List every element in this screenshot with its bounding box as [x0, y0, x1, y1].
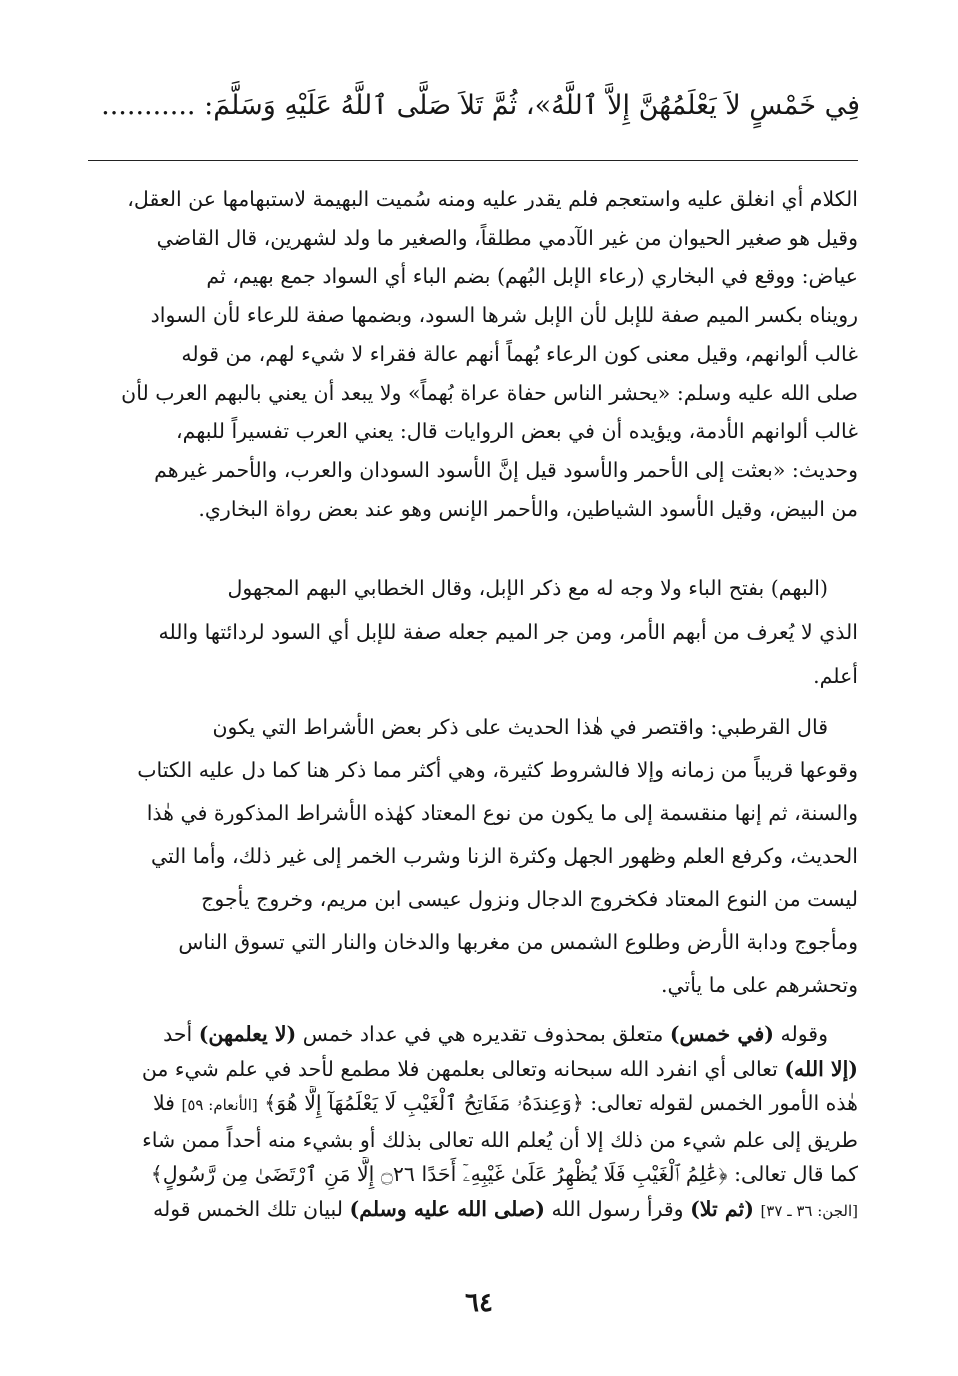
- hadith-header-line: فِي خَمْسٍ لاَ يَعْلَمُهُنَّ إِلاَّ ٱللَّهُ»، ثُمَّ تَلاَ صَلَّى ٱللَّهُ عَلَيْهِ وَسَلَّمَ: ...........: [101, 90, 860, 121]
- text-line: وحديث: «بعثت إلى الأحمر والأسود قيل إنَّ الأسود السودان والعرب، والأحمر غيرهم: [154, 457, 858, 482]
- text-line: الحديث، وكرفع العلم وظهور الجهل وكثرة الزنا وشرب الخمر إلى غير ذلك، وأما التي: [150, 844, 858, 868]
- text-line: غالب ألوانهم، وقيل معنى كون الرعاء بُهماً أنهم عالة فقراء لا شيء لهم، من قوله: [181, 341, 858, 366]
- text-run: متعلق بمحذوف تقديره هي في عداد خمس: [296, 1022, 670, 1046]
- commentary-paragraph-2: [98, 566, 858, 698]
- text-line: من البيض، وقيل الأسود الشياطين، والأحمر الإنس وهو عند بعض رواة البخاري.: [198, 496, 858, 521]
- commentary-paragraph-4: [98, 1017, 858, 1228]
- text-line: وقيل هو صغير الحيوان من غير الآدمي مطلقاً، والصغير ما ولد لشهرين، قال القاضي: [156, 225, 858, 250]
- bold-quote: (لا يعلمهن): [198, 1022, 297, 1046]
- header-divider: [88, 160, 858, 161]
- text-run: لبيان تلك الخمس قوله: [152, 1196, 350, 1221]
- text-run: وقوله: [773, 1022, 828, 1046]
- text-run: أحد: [163, 1022, 199, 1046]
- text-line: ليست من النوع المعتاد فكخروج الدجال ونزول عيسى ابن مريم، وخروج يأجوج: [201, 887, 858, 911]
- text-line: [98, 1192, 858, 1229]
- bold-quote: (في خمس): [669, 1022, 774, 1046]
- text-run: هٰذه الأمور الخمس لقوله تعالى: ﴿وَعِندَهُۥ مَفَاتِحُ ٱلْغَيْبِ لَا يَعْلَمُهَآ إِلَّا هُوَ﴾: [257, 1091, 858, 1115]
- text-line: الذي لا يُعرف من أبهم الأمر، ومن جر الميم جعله صفة للإبل أي السود لردائتها والله: [158, 620, 858, 644]
- text-line: والسنة، ثم إنها منقسمة إلى ما يكون من نوع المعتاد كهٰذه الأشراط المذكورة في هٰذا: [146, 801, 858, 825]
- text-line: غالب ألوانهم الأدمة، ويؤيده أن في بعض الروايات قال: يعني العرب تفسيراً للبهم،: [176, 419, 858, 444]
- bold-quote: (صلى الله عليه وسلم): [349, 1196, 546, 1221]
- commentary-paragraph-3: [98, 706, 858, 1007]
- text-line: [98, 1086, 858, 1123]
- commentary-paragraph-1: [98, 180, 858, 528]
- text-line: صلى الله عليه وسلم: «يحشر الناس حفاة عراة بُهماً» ولا يبعد أن يعني بالبهم العرب لأن: [121, 380, 858, 405]
- text-run: تعالى أي انفرد الله سبحانه وتعالى بعلمهن فلا مطمع لأحد في علم شيء من: [141, 1056, 785, 1081]
- text-line: كما قال تعالى: ﴿عَٰلِمُ ٱلْغَيْبِ فَلَا يُظْهِرُ عَلَىٰ غَيْبِهِۦٓ أَحَدًا ۝٢٦ إِلَّا مَنِ ٱرْتَضَىٰ مِن رَّسُولٍ﴾: [150, 1162, 858, 1186]
- text-line: [98, 1017, 858, 1052]
- text-line: (البهم) بفتح الباء ولا وجه له مع ذكر الإبل، وقال الخطابي البهم المجهول: [227, 576, 828, 600]
- text-line: رويناه بكسر الميم صفة للإبل لأن الإبل شرها السود، وبضمها صفة للرعاء لأن السواد: [150, 303, 858, 328]
- text-line: ومأجوج ودابة الأرض وطلوع الشمس من مغربها والدخان والنار التي تسوق الناس: [178, 930, 858, 954]
- text-run: فلا: [152, 1091, 182, 1115]
- text-line: طريق إلى علم شيء من ذلك إلا أن يُعلم الله تعالى بذلك أو بشيء منه أحداً ممن شاء: [142, 1127, 858, 1152]
- text-run: وقرأ رسول الله: [545, 1196, 691, 1221]
- text-line: وتحشرهم على ما يأتي.: [660, 973, 858, 997]
- bold-quote: (ثم تلا): [690, 1196, 754, 1221]
- text-line: عياض: ووقع في البخاري (رعاء الإبل البُهم) بضم الباء أي السواد جمع بهيم، ثم: [206, 264, 858, 289]
- text-line: [98, 1052, 858, 1087]
- text-line: قال القرطبي: واقتصر في هٰذا الحديث على ذكر بعض الأشراط التي يكون: [212, 715, 828, 739]
- quran-reference: [الجن: ٣٦ ـ ٣٧]: [760, 1201, 858, 1220]
- text-line: الكلام أي انغلق عليه واستعجم فلم يقدر عليه ومنه سُميت البهيمة لاستبهامها عن العقل،: [127, 187, 858, 211]
- text-line: أعلم.: [813, 664, 858, 688]
- quran-reference: [الأنعام: ٥٩]: [181, 1096, 258, 1114]
- page-number: ٦٤: [465, 1288, 493, 1318]
- text-line: وقوعها قريباً من زمانه وإلا فالشروط كثيرة، وهي أكثر مما ذكر هنا كما دل عليه الكتاب: [137, 758, 858, 782]
- bold-quote: (إلا الله): [784, 1056, 858, 1081]
